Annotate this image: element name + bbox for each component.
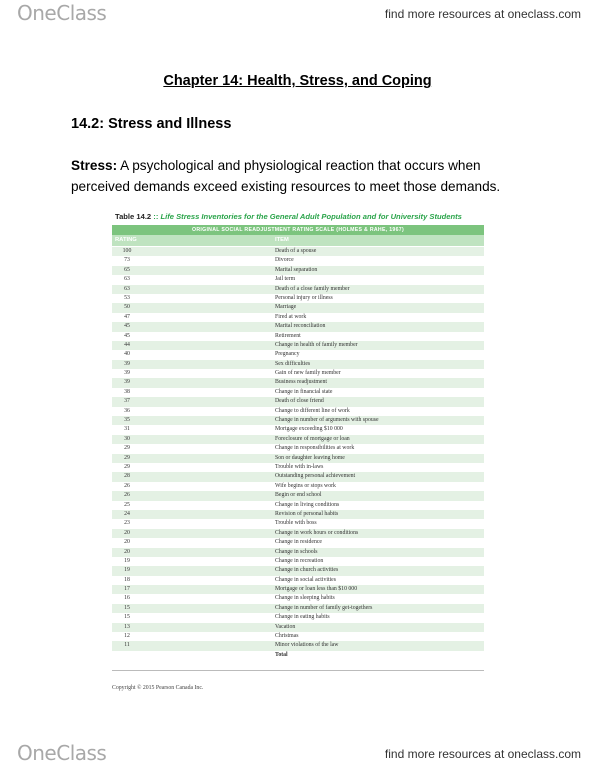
rating-cell: 100 bbox=[122, 248, 132, 254]
rating-cell: 47 bbox=[124, 313, 130, 320]
table-row bbox=[112, 548, 484, 557]
item-cell: Divorce bbox=[275, 257, 294, 264]
rating-cell: 36 bbox=[124, 407, 130, 414]
item-cell: Personal injury or illness bbox=[275, 294, 333, 301]
table-number: Table 14.2 bbox=[115, 212, 152, 221]
item-cell: Change in social activities bbox=[275, 576, 337, 583]
table-row bbox=[112, 585, 484, 594]
item-cell: Change to different line of work bbox=[275, 407, 350, 414]
resources-link[interactable]: find more resources at oneclass.com bbox=[384, 7, 581, 21]
table-subtitle: ORIGINAL SOCIAL READJUSTMENT RATING SCALE (HOLMES & RAHE, 1967) bbox=[112, 225, 484, 235]
item-cell: Vacation bbox=[275, 623, 296, 630]
rating-cell: 19 bbox=[124, 567, 130, 574]
table-body bbox=[112, 247, 484, 660]
table-bottom-rule bbox=[112, 670, 484, 671]
rating-cell: 45 bbox=[124, 332, 130, 339]
table-row bbox=[112, 566, 484, 575]
item-cell: Marital reconciliation bbox=[275, 323, 326, 330]
item-cell: Change in financial state bbox=[275, 388, 333, 395]
table-row bbox=[112, 256, 484, 265]
item-cell: Change in schools bbox=[275, 548, 318, 555]
rating-cell: 63 bbox=[124, 276, 130, 283]
table-row bbox=[112, 529, 484, 538]
rating-cell: 65 bbox=[124, 266, 130, 273]
rating-column-header: RATING bbox=[115, 237, 137, 243]
rating-cell: 30 bbox=[124, 435, 130, 442]
item-cell: Business readjustment bbox=[275, 379, 328, 386]
table-row bbox=[112, 303, 484, 312]
rating-cell: 29 bbox=[124, 454, 130, 461]
rating-cell: 39 bbox=[124, 370, 130, 377]
table-row bbox=[112, 369, 484, 378]
table-row bbox=[112, 604, 484, 613]
table-row bbox=[112, 416, 484, 425]
table-row bbox=[112, 594, 484, 603]
item-cell: Mortgage or loan less than $10 000 bbox=[275, 586, 358, 593]
rating-cell: 25 bbox=[124, 501, 130, 508]
rating-cell: 12 bbox=[124, 633, 130, 640]
rating-cell: 29 bbox=[124, 445, 130, 452]
table-row bbox=[112, 510, 484, 519]
item-cell: Change in church activities bbox=[275, 567, 339, 574]
rating-cell: 31 bbox=[124, 426, 130, 433]
rating-cell: 15 bbox=[124, 604, 130, 611]
table-row bbox=[112, 275, 484, 284]
table-row bbox=[112, 247, 484, 256]
table-row bbox=[112, 463, 484, 472]
table-title: Life Stress Inventories for the General Adult Population and for University Students bbox=[160, 212, 462, 221]
item-cell: Pregnancy bbox=[275, 351, 300, 358]
rating-cell: 39 bbox=[124, 379, 130, 386]
rating-cell: 26 bbox=[124, 482, 130, 489]
table-row bbox=[112, 613, 484, 622]
rating-cell: 44 bbox=[124, 341, 130, 348]
rating-cell: 40 bbox=[124, 351, 130, 358]
item-cell: Change in sleeping habits bbox=[275, 595, 335, 602]
rating-cell: 28 bbox=[124, 473, 130, 480]
oneclass-logo-footer[interactable]: OneClass bbox=[17, 741, 107, 765]
oneclass-logo[interactable]: OneClass bbox=[17, 1, 107, 25]
rating-cell: 63 bbox=[124, 285, 130, 292]
item-cell: Change in eating habits bbox=[275, 614, 330, 621]
rating-cell: 11 bbox=[124, 642, 130, 649]
table-row bbox=[112, 407, 484, 416]
table-header bbox=[112, 235, 484, 246]
rating-cell: 20 bbox=[124, 529, 130, 536]
item-cell: Change in recreation bbox=[275, 557, 324, 564]
table-row bbox=[112, 425, 484, 434]
item-column-header: ITEM bbox=[275, 237, 289, 243]
item-cell: Total bbox=[275, 651, 288, 658]
item-cell: Change in responsibilities at work bbox=[275, 445, 355, 452]
table-row bbox=[112, 454, 484, 463]
table-row bbox=[112, 641, 484, 650]
rating-cell: 39 bbox=[124, 360, 130, 367]
rating-cell: 13 bbox=[124, 623, 130, 630]
rating-cell: 38 bbox=[124, 388, 130, 395]
definition-text: A psychological and physiological reaction that occurs when perceived demands exceed existing resources to meet those demands. bbox=[71, 158, 501, 194]
table-row bbox=[112, 350, 484, 359]
rating-cell: 18 bbox=[124, 576, 130, 583]
rating-cell: 19 bbox=[124, 557, 130, 564]
table-row bbox=[112, 397, 484, 406]
item-cell: Fired at work bbox=[275, 313, 307, 320]
item-cell: Christmas bbox=[275, 633, 299, 640]
table-row bbox=[112, 266, 484, 275]
definition-term: Stress: bbox=[71, 158, 118, 173]
rating-cell: 24 bbox=[124, 510, 130, 517]
bottom-banner bbox=[0, 740, 595, 766]
item-cell: Change in living conditions bbox=[275, 501, 340, 508]
table-row bbox=[112, 313, 484, 322]
table-row bbox=[112, 501, 484, 510]
item-cell: Change in number of family get-togethers bbox=[275, 604, 373, 611]
table-row bbox=[112, 482, 484, 491]
rating-cell: 20 bbox=[124, 548, 130, 555]
table-row bbox=[112, 435, 484, 444]
table-row bbox=[112, 388, 484, 397]
item-cell: Trouble with in-laws bbox=[275, 463, 324, 470]
rating-cell: 17 bbox=[124, 586, 130, 593]
table-row bbox=[112, 341, 484, 350]
rating-cell: 26 bbox=[124, 492, 130, 499]
table-row bbox=[112, 322, 484, 331]
top-banner bbox=[0, 0, 595, 26]
item-cell: Foreclosure of mortgage or loan bbox=[275, 435, 350, 442]
item-cell: Change in residence bbox=[275, 539, 323, 546]
rating-cell: 35 bbox=[124, 417, 130, 424]
item-cell: Change in number of arguments with spouse bbox=[275, 417, 379, 424]
item-cell: Retirement bbox=[275, 332, 301, 339]
item-cell: Sex difficulties bbox=[275, 360, 311, 367]
rating-cell: 23 bbox=[124, 520, 130, 527]
rating-cell: 20 bbox=[124, 539, 130, 546]
item-cell: Wife begins or stops work bbox=[275, 482, 336, 489]
table-row bbox=[112, 285, 484, 294]
table-separator: :: bbox=[153, 212, 159, 221]
section-title: 14.2: Stress and Illness bbox=[71, 116, 232, 132]
resources-link-footer[interactable]: find more resources at oneclass.com bbox=[384, 747, 581, 761]
table-row bbox=[112, 360, 484, 369]
item-cell: Gain of new family member bbox=[275, 370, 341, 377]
table-row bbox=[112, 519, 484, 528]
item-cell: Marital separation bbox=[275, 266, 318, 273]
table-row bbox=[112, 294, 484, 303]
item-cell: Son or daughter leaving home bbox=[275, 454, 345, 461]
table-row bbox=[112, 472, 484, 481]
table-row bbox=[112, 557, 484, 566]
copyright-note: Copyright © 2015 Pearson Canada Inc. bbox=[112, 685, 204, 691]
item-cell: Mortgage exceeding $10 000 bbox=[275, 426, 343, 433]
chapter-title: Chapter 14: Health, Stress, and Coping bbox=[163, 73, 432, 89]
item-cell: Minor violations of the law bbox=[275, 642, 339, 649]
table-row bbox=[112, 576, 484, 585]
table-row bbox=[112, 444, 484, 453]
rating-cell: 37 bbox=[124, 398, 130, 405]
rating-cell: 53 bbox=[124, 294, 130, 301]
item-cell: Jail term bbox=[275, 276, 296, 283]
table-row bbox=[112, 632, 484, 641]
table-row bbox=[112, 332, 484, 341]
table-row bbox=[112, 378, 484, 387]
item-cell: Change in work hours or conditions bbox=[275, 529, 359, 536]
table-row bbox=[112, 651, 484, 660]
item-cell: Death of a close family member bbox=[275, 285, 350, 292]
item-cell: Revision of personal habits bbox=[275, 510, 339, 517]
rating-cell: 16 bbox=[124, 595, 130, 602]
item-cell: Begin or end school bbox=[275, 492, 322, 499]
rating-cell: 45 bbox=[124, 323, 130, 330]
item-cell: Death of a spouse bbox=[275, 248, 317, 254]
item-cell: Trouble with boss bbox=[275, 520, 317, 527]
table-row bbox=[112, 538, 484, 547]
rating-cell: 29 bbox=[124, 463, 130, 470]
table-row bbox=[112, 623, 484, 632]
item-cell: Marriage bbox=[275, 304, 297, 311]
table-caption bbox=[115, 212, 490, 221]
definition-paragraph bbox=[71, 155, 541, 197]
rating-cell: 50 bbox=[124, 304, 130, 311]
item-cell: Death of close friend bbox=[275, 398, 324, 405]
table-row bbox=[112, 491, 484, 500]
rating-cell: 15 bbox=[124, 614, 130, 621]
rating-cell: 73 bbox=[124, 257, 130, 264]
item-cell: Change in health of family member bbox=[275, 341, 358, 348]
item-cell: Outstanding personal achievement bbox=[275, 473, 356, 480]
